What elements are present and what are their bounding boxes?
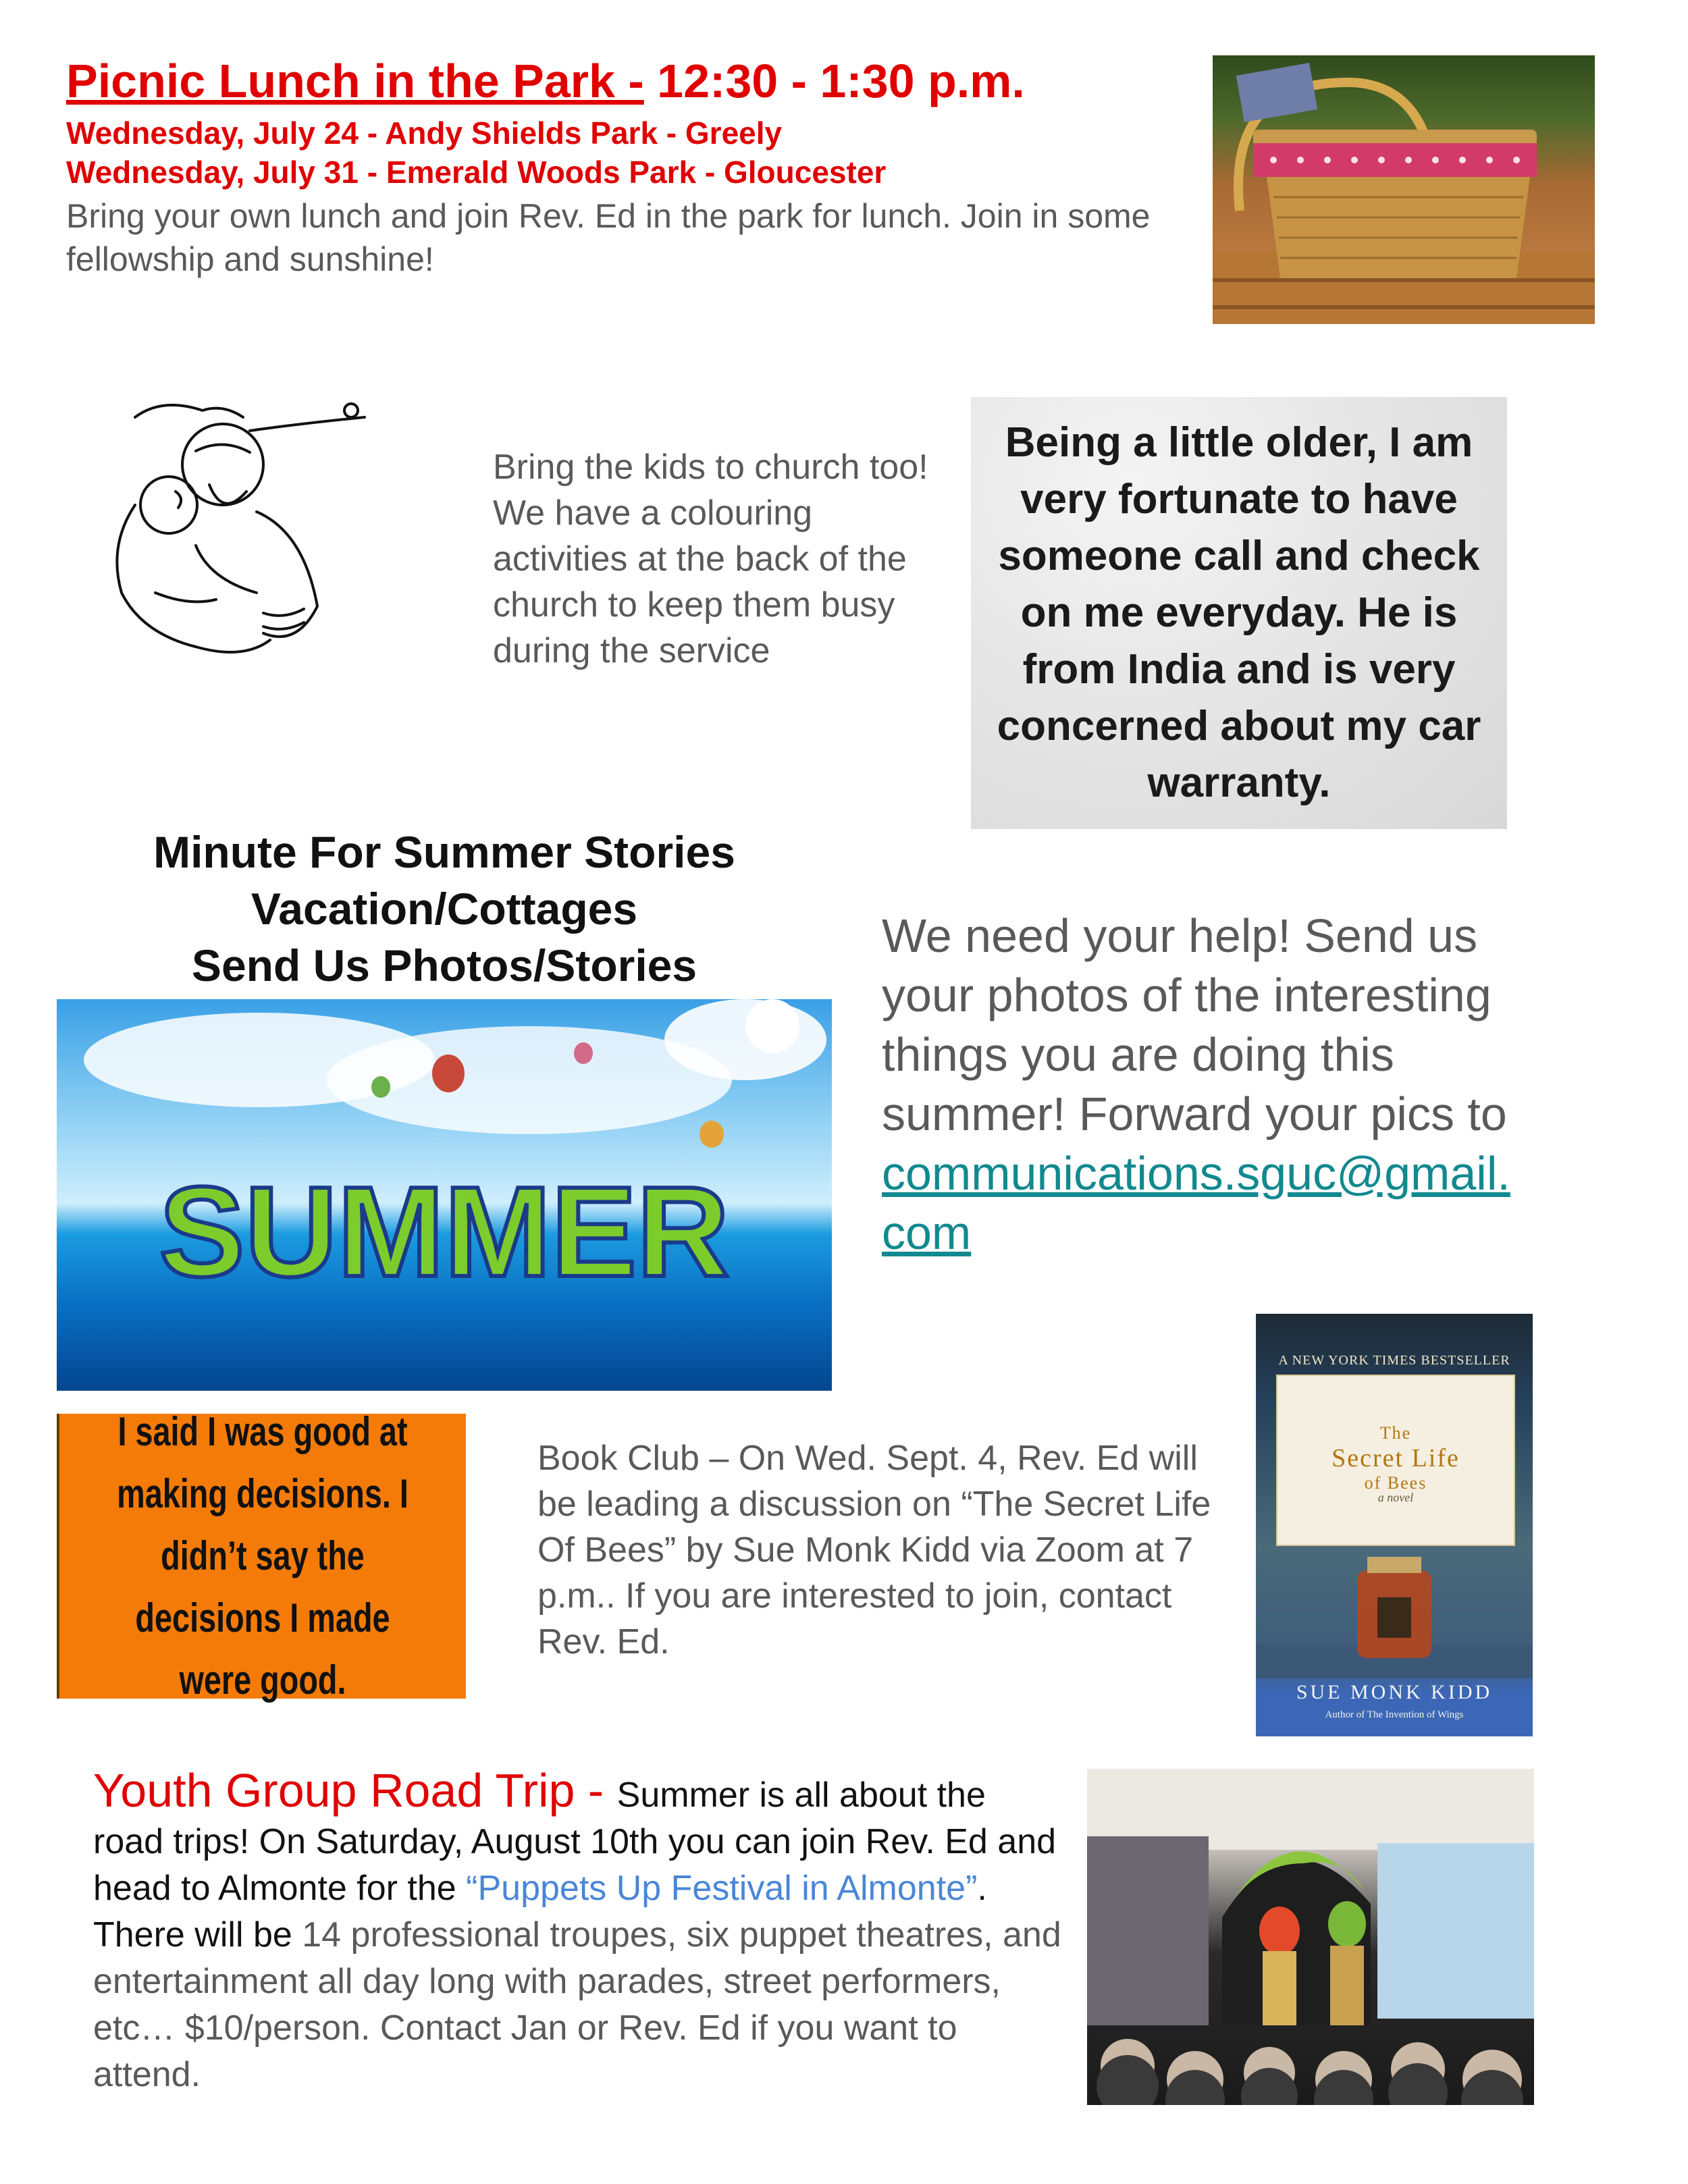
book-banner: A NEW YORK TIMES BESTSELLER [1278,1353,1510,1368]
kids-church-text: Bring the kids to church too! We have a colouring activities at the back of the church to keep them busy during the service [493,448,928,670]
youth-text-details: 14 professional troupes, six puppet theatres, and entertainment all day long with parades, street performers, etc… $10/person. Contact Jan or Rev. Ed if you want to attend. [93,1915,1061,2094]
youth-text-intro: Summer is all about the road trips! On Saturday, August 10th you can join Rev. Ed and head to Almonte for the [93,1776,1057,1908]
picnic-description: Bring your own lunch and join Rev. Ed in the park for lunch. Join in some fellowship and sunshine! [66,197,1151,278]
book-title: The Secret Life of Bees [1331,1423,1460,1493]
picnic-title [66,55,1025,107]
basket-body [1267,177,1530,278]
picnic-date-1: Wednesday, July 24 - Andy Shields Park - Greely [66,115,783,151]
picnic-date-2: Wednesday, July 31 - Emerald Woods Park - Gloucester [66,155,887,190]
summer-word: SUMMER [159,1161,730,1304]
picnic-title-underlined: Picnic Lunch in the Park - [66,55,644,107]
book-subtitle: a novel [1377,1491,1414,1504]
honey-jar-image [1256,1543,1533,1678]
puppets-up-festival-link[interactable]: “Puppets Up Festival in Almonte” [466,1869,978,1908]
joke-text: Being a little older, I am very fortunate to have someone call and check on me everyday. He is from India and is very concerned about my car warranty. [997,419,1481,806]
secret-life-of-bees-book-cover [1256,1314,1533,1736]
book-club-text: Book Club – On Wed. Sept. 4, Rev. Ed will be leading a discussion on “The Secret Life Of Bees” by Sue Monk Kidd via Zoom at 7 p.m.. If you are interested to join, contact Rev. Ed. [537,1439,1211,1661]
youth-group-road-trip [93,1764,1065,2098]
book-title-plate [1276,1375,1515,1546]
summer-heading-line-3: Send Us Photos/Stories [191,940,697,990]
summer-heading-line-1: Minute For Summer Stories [153,827,735,877]
decisions-joke-card [57,1409,466,1703]
puppet-show-photo [1087,1769,1534,2105]
photo-help-text [882,906,1557,1262]
colouring-page-illustration [95,390,378,674]
help-text-body: We need your help! Send us your photos of the interesting things you are doing this summer! Forward your pics to [882,909,1507,1140]
youth-text-mid: . There will be [93,1869,987,1954]
book-author: SUE MONK KIDD [1296,1681,1493,1703]
summer-stories-heading [57,818,832,1005]
picnic-basket-photo [1213,55,1595,324]
communications-email-link[interactable]: communications.sguc@gmail. com [882,1147,1510,1259]
youth-group-title: Youth Group Road Trip - [93,1764,617,1817]
decisions-joke-text: I said I was good at making decisions. I didn’t say the decisions I made were good. [117,1409,408,1703]
summer-ocean-picture [57,999,832,1391]
summer-stories-graphic [57,818,832,1391]
picnic-title-time: 12:30 - 1:30 p.m. [643,55,1025,107]
book-author-note: Author of The Invention of Wings [1325,1709,1464,1720]
summer-heading-line-2: Vacation/Cottages [250,884,638,934]
car-warranty-joke-card [971,397,1507,829]
